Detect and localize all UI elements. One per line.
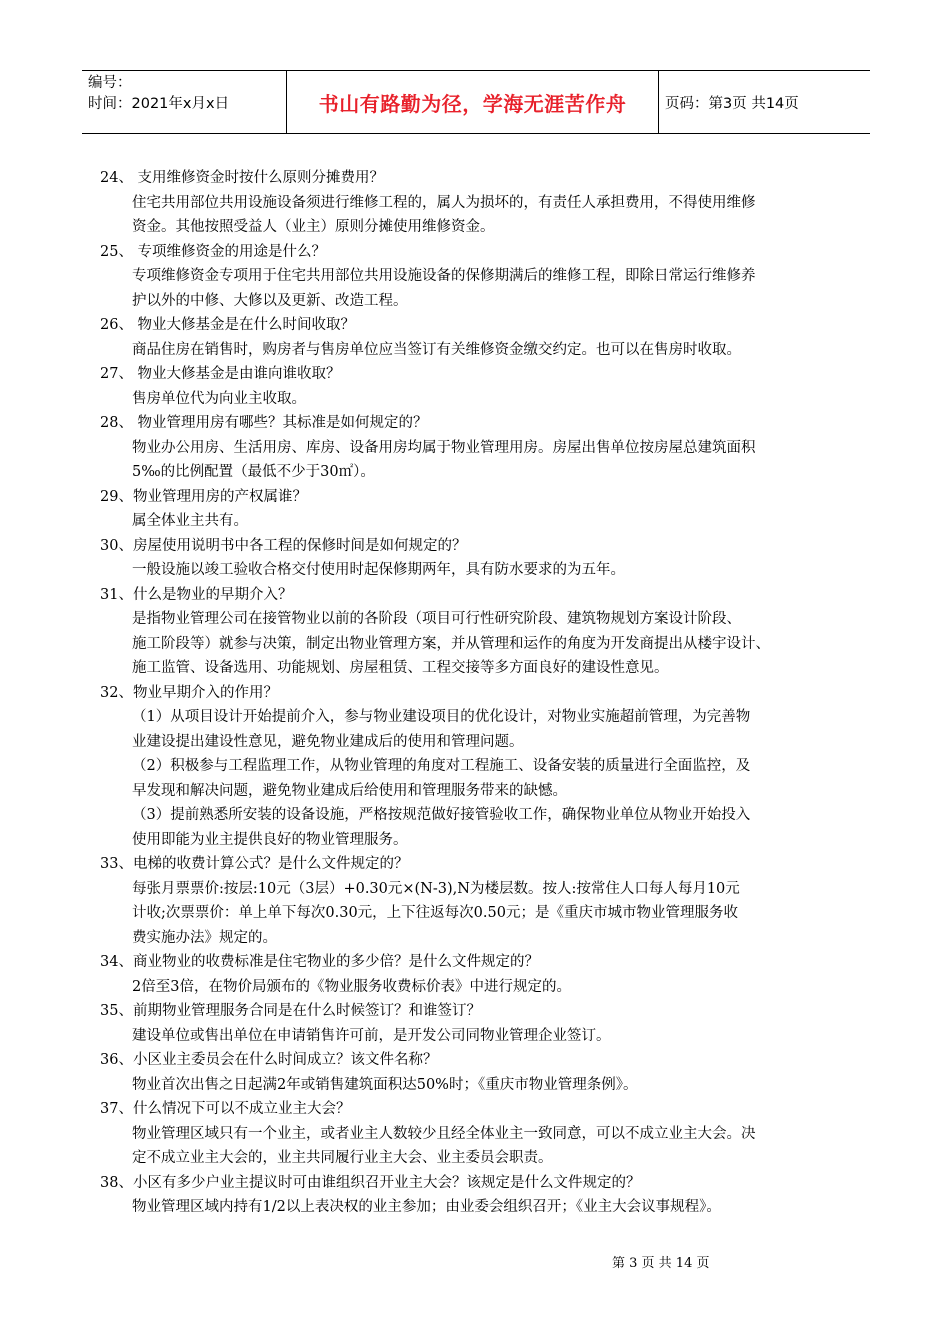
question-line: 31、什么是物业的早期介入？ <box>100 586 293 603</box>
answer-line: 每张月票票价:按层:10元（3层）+0.30元×(N-3),N为楼层数。按人:按常住人口每人每月10元 <box>132 880 740 897</box>
header-motto-cell <box>286 71 659 133</box>
answer-line: 住宅共用部位共用设施设备须进行维修工程的，属人为损坏的，有责任人承担费用，不得使用维修 <box>132 194 756 211</box>
answer-line: 2倍至3倍，在物价局颁布的《物业服务收费标价表》中进行规定的。 <box>132 978 571 995</box>
answer-line: 物业首次出售之日起满2年或销售建筑面积达50%时；《重庆市物业管理条例》。 <box>132 1076 638 1093</box>
answer-line: 一般设施以竣工验收合格交付使用时起保修期两年，具有防水要求的为五年。 <box>132 562 625 578</box>
question-line: 35、前期物业管理服务合同是在什么时候签订？和谁签订？ <box>100 1003 481 1019</box>
answer-line: 属全体业主共有。 <box>132 513 248 529</box>
header-page-number: 页码：第3页 共14页 <box>665 95 799 112</box>
answer-line: 费实施办法》规定的。 <box>132 929 277 946</box>
answer-line: （1）从项目设计开始提前介入，参与物业建设项目的优化设计，对物业实施超前管理，为完善物 <box>132 709 751 725</box>
question-line: 36、小区业主委员会在什么时间成立？该文件名称？ <box>100 1052 438 1068</box>
answer-line: （2）积极参与工程监理工作，从物业管理的角度对工程施工、设备安装的质量进行全面监控，及 <box>132 758 751 774</box>
question-line: 33、电梯的收费计算公式？是什么文件规定的？ <box>100 856 409 872</box>
header-motto: 书山有路勤为径，学海无涯苦作舟 <box>318 91 627 116</box>
answer-line: 早发现和解决问题，避免物业建成后给使用和管理服务带来的缺憾。 <box>132 782 567 799</box>
document-number: 编号： <box>88 75 132 91</box>
answer-line: 施工阶段等）就参与决策，制定出物业管理方案，并从管理和运作的角度为开发商提出从楼宇设计、 <box>132 635 770 652</box>
answer-line: 施工监管、设备选用、功能规划、房屋租赁、工程交接等多方面良好的建设性意见。 <box>132 660 669 676</box>
question-line: 38、小区有多少户业主提议时可由谁组织召开业主大会？该规定是什么文件规定的？ <box>100 1174 641 1191</box>
answer-line: 专项维修资金专项用于住宅共用部位共用设施设备的保修期满后的维修工程，即除日常运行维修养 <box>132 268 756 284</box>
answer-line: 是指物业管理公司在接管物业以前的各阶段（项目可行性研究阶段、建筑物规划方案设计阶段、 <box>132 611 741 627</box>
document-date: 时间：2021年x月x日 <box>88 96 230 112</box>
question-line: 25、 专项维修资金的用途是什么？ <box>100 243 327 260</box>
answer-line: 计收;次票票价：单上单下每次0.30元，上下往返每次0.50元；是《重庆市城市物业管理服务收 <box>132 905 738 921</box>
page-footer: 第 3 页 共 14 页 <box>612 1256 710 1271</box>
answer-line: 使用即能为业主提供良好的物业管理服务。 <box>132 831 408 848</box>
answer-line: 建设单位或售出单位在申请销售许可前，是开发公司同物业管理企业签订。 <box>132 1027 611 1044</box>
answer-line: 定不成立业主大会的，业主共同履行业主大会、业主委员会职责。 <box>132 1150 553 1166</box>
answer-line: 物业管理区域只有一个业主，或者业主人数较少且经全体业主一致同意，可以不成立业主大会。决 <box>132 1125 756 1142</box>
question-line: 27、 物业大修基金是由谁向谁收取？ <box>100 366 341 382</box>
header-page-cell <box>659 71 870 133</box>
answer-line: 物业办公用房、生活用房、库房、设备用房均属于物业管理用房。房屋出售单位按房屋总建筑面积 <box>132 439 756 456</box>
answer-line: 5‰的比例配置（最低不少于30㎡）。 <box>132 464 375 480</box>
question-line: 24、 支用维修资金时按什么原则分摊费用？ <box>100 170 385 186</box>
header-meta <box>82 71 286 133</box>
question-line: 34、商业物业的收费标准是住宅物业的多少倍？是什么文件规定的？ <box>100 954 539 970</box>
answer-line: 售房单位代为向业主收取。 <box>132 390 306 407</box>
question-line: 32、物业早期介入的作用？ <box>100 684 278 701</box>
answer-line: 护以外的中修、大修以及更新、改造工程。 <box>132 292 408 309</box>
question-line: 30、房屋使用说明书中各工程的保修时间是如何规定的？ <box>100 537 467 554</box>
header-table <box>82 70 870 134</box>
answer-line: 业建设提出建设性意见，避免物业建成后的使用和管理问题。 <box>132 733 524 750</box>
question-line: 29、物业管理用房的产权属谁？ <box>100 488 307 505</box>
question-line: 37、什么情况下可以不成立业主大会？ <box>100 1101 351 1117</box>
answer-line: 资金。其他按照受益人（业主）原则分摊使用维修资金。 <box>132 219 495 235</box>
question-line: 26、 物业大修基金是在什么时间收取？ <box>100 317 356 333</box>
answer-line: （3）提前熟悉所安装的设备设施，严格按规范做好接管验收工作，确保物业单位从物业开始投入 <box>132 807 751 823</box>
question-line: 28、 物业管理用房有哪些？其标准是如何规定的？ <box>100 415 428 431</box>
answer-line: 商品住房在销售时，购房者与售房单位应当签订有关维修资金缴交约定。也可以在售房时收取。 <box>132 341 741 358</box>
answer-line: 物业管理区域内持有1/2以上表决权的业主参加；由业委会组织召开；《业主大会议事规程》。 <box>132 1199 721 1215</box>
